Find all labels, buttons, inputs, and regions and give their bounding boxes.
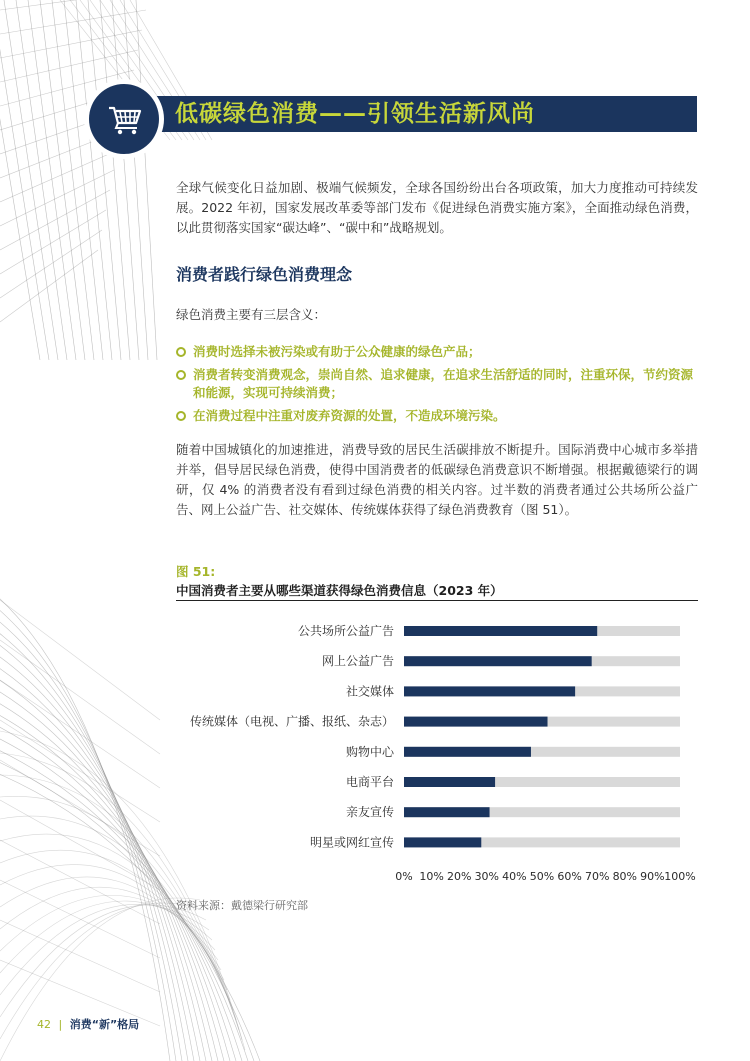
category-label: 网上公益广告	[321, 654, 394, 669]
figure-label: 图 51:	[176, 564, 216, 579]
list-item: 在消费过程中注重对废弃资源的处置，不造成环境污染。	[176, 407, 698, 425]
bar	[404, 807, 490, 817]
bar	[404, 837, 481, 847]
footer-separator: |	[58, 1018, 63, 1031]
category-label: 购物中心	[345, 744, 394, 759]
category-label: 公共场所公益广告	[297, 624, 394, 638]
category-label: 明星或网红宣传	[309, 835, 394, 850]
x-tick-label: 100%	[664, 870, 696, 883]
x-tick-label: 20%	[446, 870, 472, 883]
publication-name: 消费“新”格局	[69, 1018, 140, 1031]
source-note: 资料来源：戴德梁行研究部	[176, 899, 308, 912]
list-item: 消费者转变消费观念，崇尚自然、追求健康，在追求生活舒适的同时，注重环保，节约资源和能源，实现可持续消费；	[176, 366, 698, 402]
figure-title: 中国消费者主要从哪些渠道获得绿色消费信息（2023 年）	[176, 583, 503, 598]
bar	[404, 626, 597, 636]
category-label: 社交媒体	[345, 684, 394, 699]
x-tick-label: 10%	[419, 870, 444, 883]
bar	[404, 656, 592, 666]
category-label: 亲友宣传	[345, 805, 394, 820]
intro-paragraph: 全球气候变化日益加剧、极端气候频发，全球各国纷纷出台各项政策，加大力度推动可持续发展。2022 年初，国家发展改革委等部门发布《促进绿色消费实施方案》，全面推动绿色消费，以此贯彻落实国家“碳达峰”、“碳中和”战略规划。	[176, 180, 698, 235]
x-tick-label: 70%	[584, 870, 610, 883]
category-label: 传统媒体（电视、广播、报纸、杂志）	[189, 714, 394, 729]
x-tick-label: 40%	[502, 870, 527, 883]
bar	[404, 717, 548, 727]
x-tick-label: 80%	[612, 870, 638, 883]
bar	[404, 686, 575, 696]
x-tick-label: 0%	[395, 870, 413, 883]
bar	[404, 747, 531, 757]
list-item: 消费时选择未被污染或有助于公众健康的绿色产品；	[176, 343, 698, 361]
page-footer	[37, 1016, 139, 1032]
page-title: 低碳绿色消费——引领生活新风尚	[175, 101, 535, 127]
page-number: 42	[37, 1018, 51, 1031]
section-title: 消费者践行绿色消费理念	[176, 265, 353, 284]
category-label: 电商平台	[345, 775, 394, 789]
x-tick-label: 50%	[529, 870, 555, 883]
x-tick-label: 90%	[640, 870, 665, 883]
x-tick-label: 60%	[557, 870, 582, 883]
section-lead: 绿色消费主要有三层含义：	[176, 307, 327, 322]
body-paragraph: 随着中国城镇化的加速推进，消费导致的居民生活碳排放不断提升。国际消费中心城市多举措并举，倡导居民绿色消费，使得中国消费者的低碳绿色消费意识不断增强。根据戴德梁行的调研，仅 4% 的消费者没有看到过绿色消费的相关内容。过半数的消费者通过公共场所公益广告、网上公益广告、社交媒体、传统媒体获得了绿色消费教育（图 51）。	[176, 442, 698, 517]
bar	[404, 777, 495, 787]
x-tick-label: 30%	[474, 870, 500, 883]
